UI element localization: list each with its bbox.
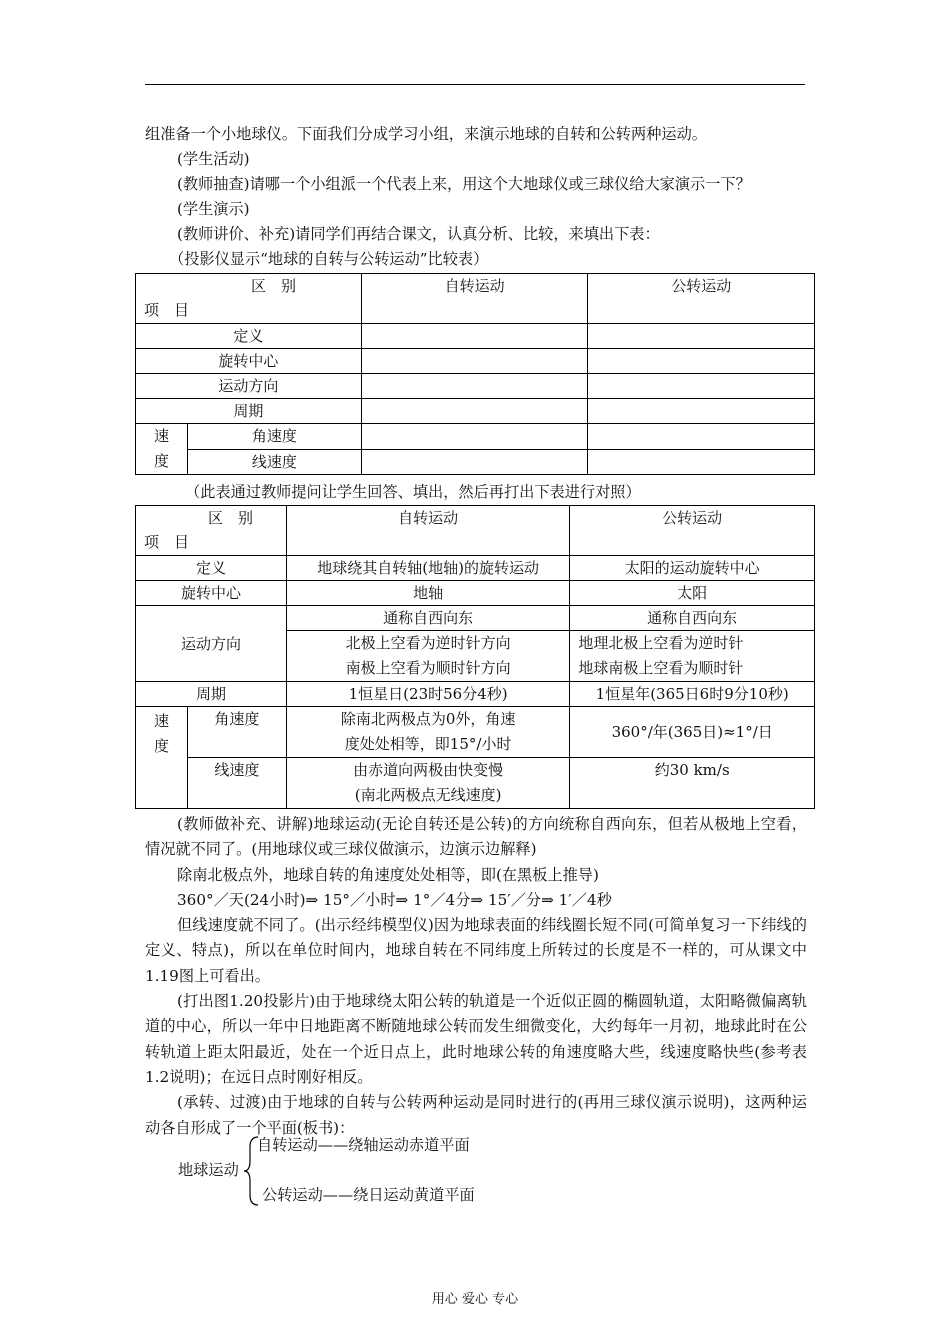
intro-line: （投影仪显示“地球的自转与公转运动”比较表） <box>169 250 489 268</box>
intro-line: (学生活动) <box>177 150 250 168</box>
paragraph: 但线速度就不同了。(出示经纬模型仪)因为地球表面的纬线圈长短不同(可简单复习一下纬线的定义、特点)，所以在单位时间内，地球自转在不同纬度上所转过的长度是不一样的，可从课文中1.19图上可看出。 <box>145 916 807 985</box>
paragraph: (教师做补充、讲解)地球运动(无论自转还是公转)的方向统称自西向东，但若从极地上空看，情况就不同了。(用地球仪或三球仪做演示，边演示边解释) <box>145 815 807 859</box>
cell-rotation <box>286 631 569 682</box>
speed-label-char: 速 <box>153 712 169 730</box>
intro-line: (教师讲价、补充)请同学们再结合课文，认真分析、比较，来填出下表： <box>177 225 660 243</box>
cell-line: 地球南极上空看为顺时针 <box>578 659 744 677</box>
comparison-table-blank <box>135 273 815 475</box>
cell-revolution: 通称自西向东 <box>570 606 815 631</box>
diagram-branch-rotation: 自转运动——绕轴运动赤道平面 <box>257 1136 470 1154</box>
header-diff: 区 别 <box>251 277 297 295</box>
row-label: 旋转中心 <box>136 581 287 606</box>
intro-line: (教师抽查)请哪一个小组派一个代表上来，用这个大地球仪或三球仪给大家演示一下？ <box>177 175 751 193</box>
diagram-root: 地球运动 <box>178 1161 239 1179</box>
paragraph: 除南北极点外，地球自转的角速度处处相等，即(在黑板上推导) <box>177 865 599 884</box>
formula: 360°／天(24小时)⇒ 15°／小时⇒ 1°／4分⇒ 15′／分⇒ 1′／4秒 <box>177 890 612 909</box>
row-label: 旋转中心 <box>136 349 362 374</box>
cell-line: (南北两极点无线速度) <box>354 786 502 804</box>
row-label: 线速度 <box>187 758 286 809</box>
cell-rotation <box>286 758 569 809</box>
row-label: 运动方向 <box>136 374 362 399</box>
intro-line: (学生演示) <box>177 200 250 218</box>
blank-cell <box>588 349 815 374</box>
cell-revolution: 太阳的运动旋转中心 <box>570 556 815 581</box>
header-item: 项 目 <box>144 533 190 551</box>
blank-cell <box>361 449 588 475</box>
cell-line: 除南北两极点为0外，角速 <box>340 710 516 728</box>
table-header-corner <box>136 506 287 556</box>
cell-rotation: 1恒星日(23时56分4秒) <box>286 682 569 707</box>
col-rotation: 自转运动 <box>286 506 569 556</box>
cell-rotation: 通称自西向东 <box>286 606 569 631</box>
row-label: 角速度 <box>187 707 286 758</box>
row-label: 线速度 <box>187 449 361 475</box>
cell-revolution: 太阳 <box>570 581 815 606</box>
blank-cell <box>588 324 815 349</box>
cell-line: 北极上空看为逆时针方向 <box>345 634 511 652</box>
speed-label <box>136 707 188 809</box>
row-label: 周期 <box>136 682 287 707</box>
blank-cell <box>361 424 588 450</box>
speed-label-char: 速 <box>153 427 169 445</box>
blank-cell <box>588 399 815 424</box>
blank-cell <box>361 324 588 349</box>
speed-label-char: 度 <box>153 737 169 755</box>
row-label: 周期 <box>136 399 362 424</box>
blank-cell <box>588 449 815 475</box>
col-revolution: 公转运动 <box>588 274 815 324</box>
speed-label-char: 度 <box>153 452 169 470</box>
comparison-table-filled <box>135 505 815 809</box>
speed-label <box>136 424 188 475</box>
paragraph: (打出图1.20投影片)由于地球绕太阳公转的轨道是一个近似正圆的椭圆轨道，太阳略微偏离轨道的中心，所以一年中日地距离不断随地球公转而发生细微变化，大约每年一月初，地球此时在公转轨道上距太阳最近，处在一个近日点上，此时地球公转的角速度略大些，线速度略快些(参考表1.2说明)；在远日点时刚好相反。 <box>145 992 807 1086</box>
cell-line: 南极上空看为顺时针方向 <box>345 659 511 677</box>
cell-revolution: 360°/年(365日)≈1°/日 <box>570 707 815 758</box>
cell-line: 度处处相等，即15°/小时 <box>344 735 512 753</box>
cell-revolution: 约30 km/s <box>570 758 815 809</box>
cell-rotation: 地球绕其自转轴(地轴)的旋转运动 <box>286 556 569 581</box>
explanation-section <box>145 812 807 1141</box>
cell-rotation <box>286 707 569 758</box>
intro-section <box>145 122 807 272</box>
diagram-branch-revolution: 公转运动——绕日运动黄道平面 <box>262 1186 475 1204</box>
row-label: 定义 <box>136 324 362 349</box>
blank-cell <box>588 424 815 450</box>
cell-line: 由赤道向两极由快变慢 <box>353 761 504 779</box>
col-revolution: 公转运动 <box>570 506 815 556</box>
blank-cell <box>361 374 588 399</box>
cell-revolution: 1恒星年(365日6时9分10秒) <box>570 682 815 707</box>
table-header-corner <box>136 274 362 324</box>
between-note: （此表通过教师提问让学生回答、填出，然后再打出下表进行对照） <box>185 483 641 501</box>
row-label: 角速度 <box>187 424 361 450</box>
page-footer: 用心 爱心 专心 <box>431 1292 519 1307</box>
header-rule <box>145 84 805 85</box>
blank-cell <box>361 399 588 424</box>
blank-cell <box>361 349 588 374</box>
header-diff: 区 别 <box>208 509 254 527</box>
row-label: 定义 <box>136 556 287 581</box>
intro-line: 组准备一个小地球仪。下面我们分成学习小组，来演示地球的自转和公转两种运动。 <box>145 125 707 143</box>
row-label: 运动方向 <box>136 606 287 682</box>
cell-revolution <box>570 631 815 682</box>
paragraph: (承转、过渡)由于地球的自转与公转两种运动是同时进行的(再用三球仪演示说明)，这两种运动各自形成了一个平面(板书)： <box>145 1093 807 1137</box>
cell-line: 地理北极上空看为逆时针 <box>578 634 744 652</box>
col-rotation: 自转运动 <box>361 274 588 324</box>
blank-cell <box>588 374 815 399</box>
cell-rotation: 地轴 <box>286 581 569 606</box>
header-item: 项 目 <box>144 301 190 319</box>
